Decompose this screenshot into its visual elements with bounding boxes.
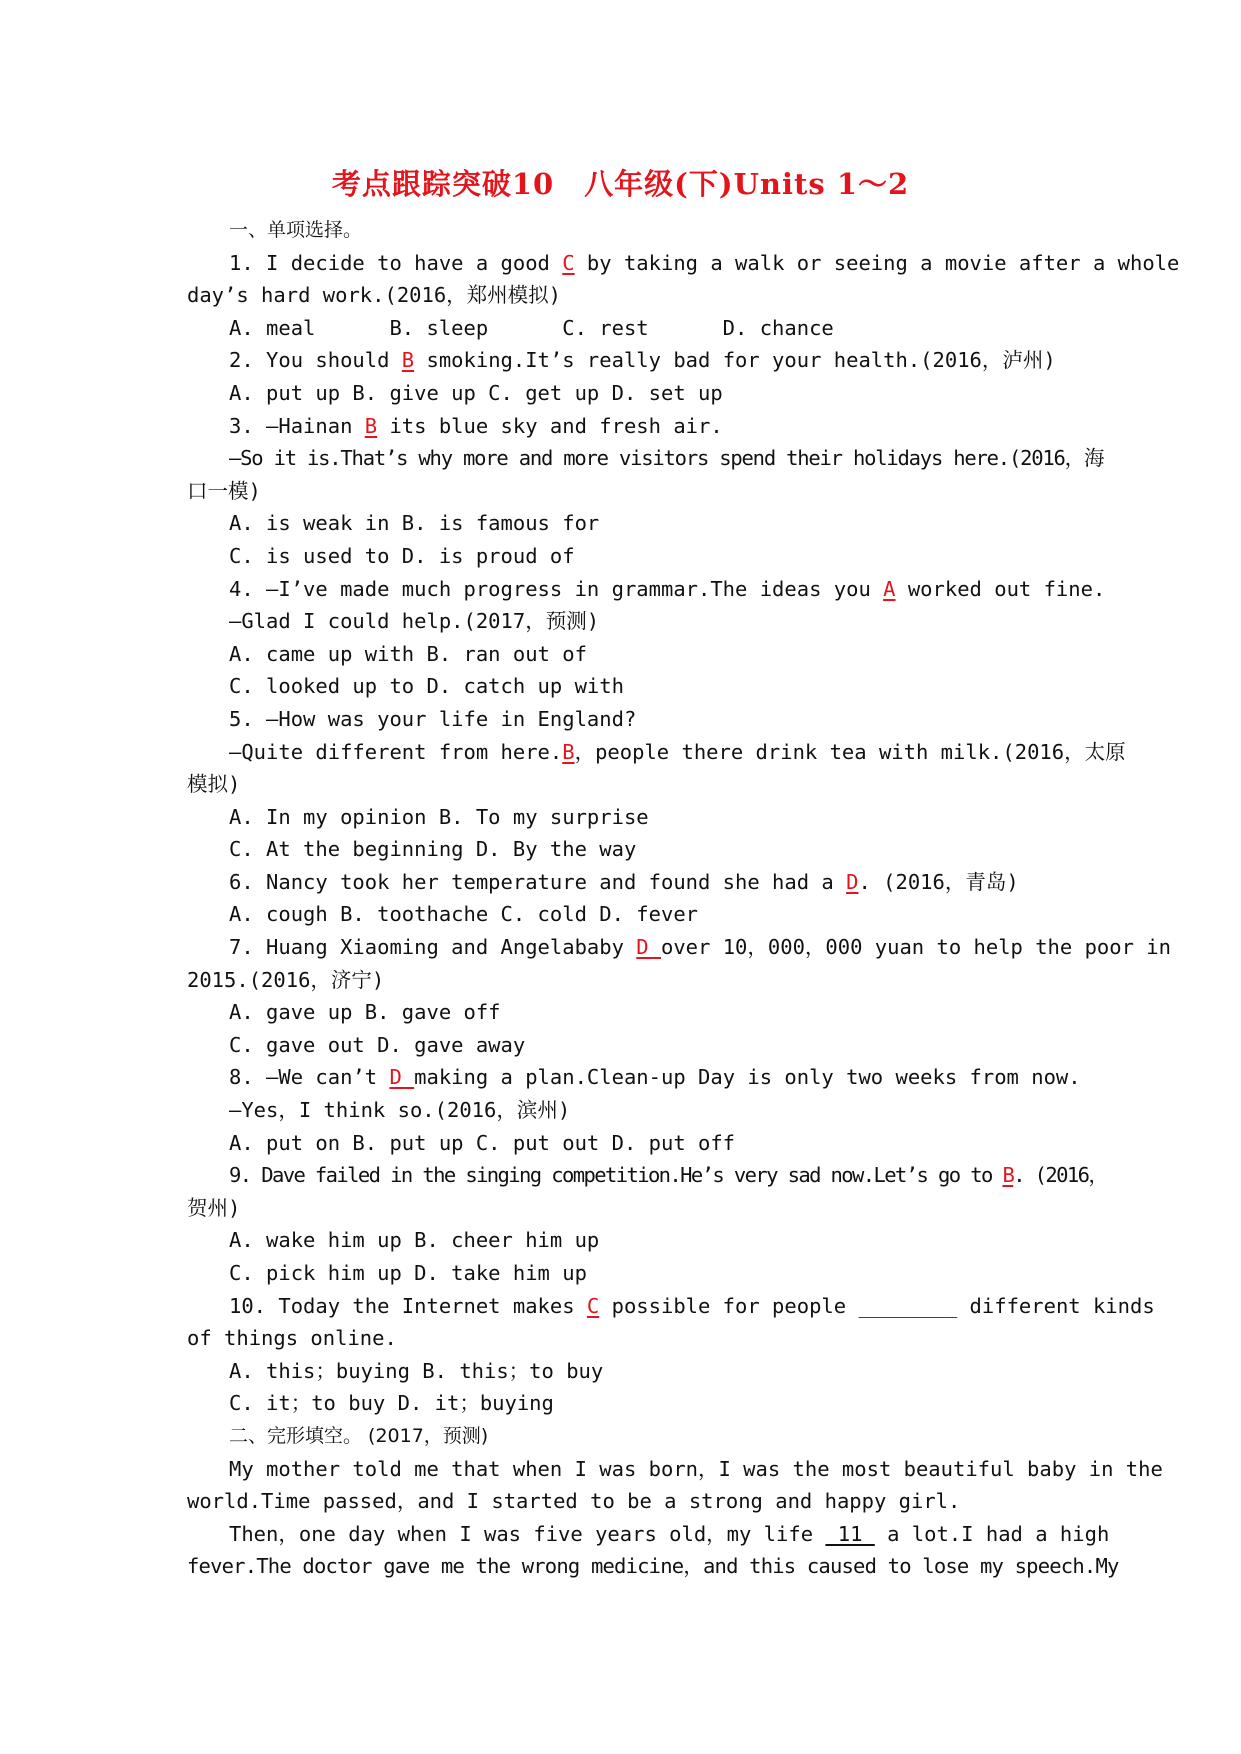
- section-heading-cloze: 二、完形填空。 (2017，预测): [229, 1424, 489, 1447]
- answer-mark: B: [401, 348, 415, 373]
- question-7-cont: 2015.(2016，济宁): [187, 967, 385, 992]
- question-5-options-b: C. At the beginning D. By the way: [229, 837, 637, 862]
- question-10-options-b: C. it；to buy D. it；buying: [229, 1391, 554, 1416]
- question-8: 8. —We can’t D making a plan.Clean-up Day is only two weeks from now.: [229, 1065, 1081, 1090]
- question-2: 2. You should B smoking.It’s really bad for your health.(2016，泸州): [229, 348, 1056, 373]
- answer-mark: D: [636, 935, 661, 960]
- answer-mark: C: [586, 1293, 600, 1318]
- question-6: 6. Nancy took her temperature and found she had a D. (2016，青岛): [229, 869, 1019, 894]
- question-1: 1. I decide to have a good C by taking a walk or seeing a movie after a whole: [229, 250, 1180, 275]
- document-body: [187, 214, 1180, 1583]
- cloze-blank-11: 11: [825, 1521, 875, 1546]
- question-5-reply: —Quite different from here.B，people there drink tea with milk.(2016，太原: [229, 739, 1126, 764]
- answer-mark: D: [846, 869, 859, 894]
- question-9-cont: 贺州): [187, 1195, 241, 1220]
- answer-mark: C: [562, 250, 575, 275]
- answer-mark: B: [562, 739, 575, 764]
- question-5-cont: 模拟): [187, 772, 241, 797]
- passage-line: fever.The doctor gave me the wrong medicine，and this caused to lose my speech.My: [187, 1554, 1119, 1579]
- question-9: 9. Dave failed in the singing competition.He’s very sad now.Let’s go to B. (2016，: [229, 1163, 1108, 1188]
- answer-mark: D: [389, 1065, 415, 1090]
- question-7-options-b: C. gave out D. gave away: [229, 1032, 526, 1057]
- question-5: 5. —How was your life in England?: [229, 706, 637, 731]
- answer-mark: B: [364, 413, 378, 438]
- section-heading-single-choice: 一、单项选择。: [229, 219, 363, 241]
- question-10-cont: of things online.: [187, 1326, 397, 1351]
- question-4-reply: —Glad I could help.(2017，预测): [229, 609, 600, 634]
- answer-mark: B: [1002, 1163, 1014, 1188]
- passage-line: Then，one day when I was five years old，my life 11 a lot.I had a high: [229, 1521, 1110, 1546]
- question-5-options-a: A. In my opinion B. To my surprise: [229, 804, 649, 829]
- question-3-reply: —So it is.That’s why more and more visitors spend their holidays here.(2016，海: [229, 446, 1104, 471]
- question-3-options-b: C. is used to D. is proud of: [229, 543, 575, 568]
- question-10-options-a: A. this；buying B. this；to buy: [229, 1358, 604, 1383]
- question-10: 10. Today the Internet makes C possible for people ________ different kinds: [229, 1293, 1155, 1318]
- question-1-cont: day’s hard work.(2016，郑州模拟): [187, 283, 562, 308]
- question-7-options-a: A. gave up B. gave off: [229, 1000, 501, 1025]
- answer-blank: ________: [858, 1293, 958, 1318]
- answer-mark: A: [883, 576, 896, 601]
- question-3: 3. —Hainan B its blue sky and fresh air.: [229, 413, 723, 438]
- question-2-options: A. put up B. give up C. get up D. set up: [229, 380, 723, 405]
- question-8-options: A. put on B. put up C. put out D. put off: [229, 1130, 736, 1155]
- question-7: 7. Huang Xiaoming and Angelababy D over 10，000，000 yuan to help the poor in: [229, 935, 1171, 960]
- question-4-options-a: A. came up with B. ran out of: [229, 641, 587, 666]
- page-title: 考点跟踪突破10 八年级(下)Units 1～2: [331, 167, 910, 201]
- question-3-cont: 口一模): [187, 478, 261, 503]
- question-4-options-b: C. looked up to D. catch up with: [229, 674, 624, 699]
- question-1-options: A. meal B. sleep C. rest D. chance: [229, 315, 834, 340]
- question-3-options-a: A. is weak in B. is famous for: [229, 511, 600, 536]
- passage-line: My mother told me that when I was born，I was the most beautiful baby in the: [229, 1456, 1163, 1481]
- question-9-options-b: C. pick him up D. take him up: [229, 1261, 587, 1285]
- question-9-options-a: A. wake him up B. cheer him up: [229, 1228, 600, 1253]
- question-8-reply: —Yes，I think so.(2016，滨州): [229, 1098, 571, 1123]
- question-6-options: A. cough B. toothache C. cold D. fever: [229, 902, 698, 927]
- question-4: 4. —I’ve made much progress in grammar.The ideas you A worked out fine.: [229, 576, 1106, 601]
- passage-line: world.Time passed，and I started to be a strong and happy girl.: [187, 1489, 961, 1514]
